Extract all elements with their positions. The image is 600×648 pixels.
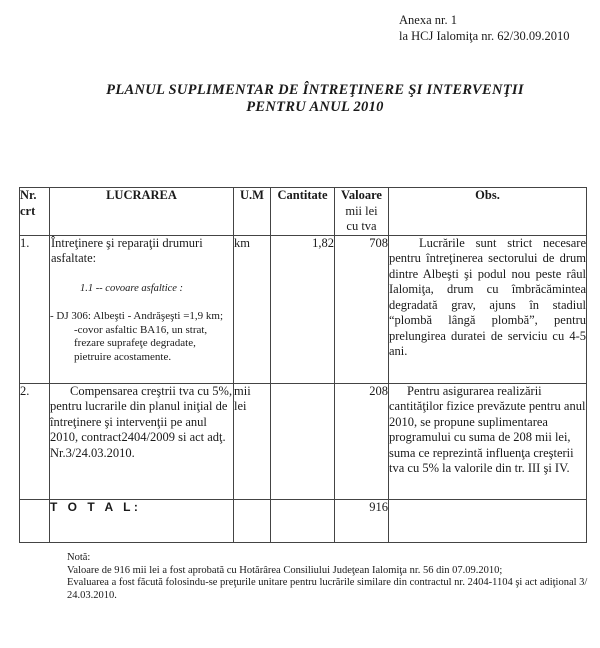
header-valoare-unit: mii lei xyxy=(345,203,378,218)
row-obs xyxy=(389,383,587,499)
work-heading: Întreţinere şi reparaţii drumuri asfaltate: xyxy=(51,235,203,265)
total-um-cell xyxy=(234,499,271,542)
title-line-2: PENTRU ANUL 2010 xyxy=(246,99,384,115)
work-item-road: - DJ 306: Albeşti - Andrăşeşti =1,9 km; xyxy=(50,310,224,322)
row-obs xyxy=(389,235,587,383)
total-cantitate-cell xyxy=(271,499,335,542)
obs-text: Pentru asigurarea realizării cantităţilor fizice prevăzute pentru anul 2010, se propune suplimentarea programului cu suma de 208 mii lei, suma ce reprezintă influenţa creşterii tva cu 5% la valorile din tr. III şi IV. xyxy=(389,383,586,475)
work-subsection: 1.1 -- covoare asfaltice : xyxy=(79,282,184,294)
title-line-1: PLANUL SUPLIMENTAR DE ÎNTREŢINERE ŞI INTERVENŢII xyxy=(106,82,524,98)
note-section xyxy=(67,552,597,602)
plan-table xyxy=(19,187,587,543)
header-nr-label: Nr. xyxy=(20,188,37,202)
note-evaluation: Evaluarea a fost făcută folosindu-se preţurile unitare pentru lucrările similare din contractul nr. 2404-1104 şi act adiţional 3/ 24.03.2010. xyxy=(67,577,588,601)
total-value: 916 xyxy=(335,499,389,542)
table-header-row xyxy=(20,188,587,236)
row-valoare: 208 xyxy=(335,383,389,499)
row-valoare: 708 xyxy=(335,235,389,383)
note-heading: Notă: xyxy=(67,552,91,563)
document-title xyxy=(0,82,600,116)
row-cantitate: 1,82 xyxy=(271,235,335,383)
table-row xyxy=(20,235,587,383)
header-valoare-tva: cu tva xyxy=(346,219,377,233)
table-row xyxy=(20,383,587,499)
total-row xyxy=(20,499,587,542)
header-valoare xyxy=(335,188,389,236)
header-um: U.M xyxy=(234,188,271,236)
um-line-1: mii xyxy=(234,383,251,398)
work-description: Compensarea creştrii tva cu 5%, pentru lucrarile din planul iniţial de întreţinere şi intervenţii pe anul 2010, contract2404/2009 si act adţ. Nr.3/24.03.2010. xyxy=(50,383,233,460)
um-line-2: lei xyxy=(234,398,247,413)
row-nr: 2. xyxy=(20,383,50,499)
work-item xyxy=(50,310,233,364)
note-approval: Valoare de 916 mii lei a fost aprobată cu Hotărârea Consiliului Judeţean Ialomiţa nr. 56 din 07.09.2010; xyxy=(67,564,503,576)
header-cantitate: Cantitate xyxy=(271,188,335,236)
annex-number: Anexa nr. 1 xyxy=(399,13,457,27)
obs-text: Lucrările sunt strict necesare pentru întreţinerea sectorului de drum dintre Albeşti şi podul nou peste râul Ialomiţa, drum cu îmbrăcămintea degradată grav, ajuns în stadiul “plombă lângă plombă”, pentru prelungirea duratei de serviciu cu 4-5 ani. xyxy=(389,235,586,358)
header-valoare-label: Valoare xyxy=(341,188,382,202)
annex-decision: la HCJ Ialomiţa nr. 62/30.09.2010 xyxy=(399,29,570,43)
row-cantitate xyxy=(271,383,335,499)
row-um xyxy=(234,383,271,499)
row-nr: 1. xyxy=(20,235,50,383)
total-nr-cell xyxy=(20,499,50,542)
total-label: T O T A L: xyxy=(50,499,234,542)
annex-reference xyxy=(399,12,569,44)
total-obs-cell xyxy=(389,499,587,542)
header-obs: Obs. xyxy=(389,188,587,236)
header-crt-label: crt xyxy=(20,203,36,218)
row-lucrarea xyxy=(50,383,234,499)
header-nr-crt xyxy=(20,188,50,236)
header-lucrarea: LUCRAREA xyxy=(50,188,234,236)
row-lucrarea xyxy=(50,235,234,383)
work-item-detail: -covor asfaltic BA16, un strat, frezare suprafeţe degradate, pietruire acostamente. xyxy=(74,323,208,363)
row-um: km xyxy=(234,235,271,383)
